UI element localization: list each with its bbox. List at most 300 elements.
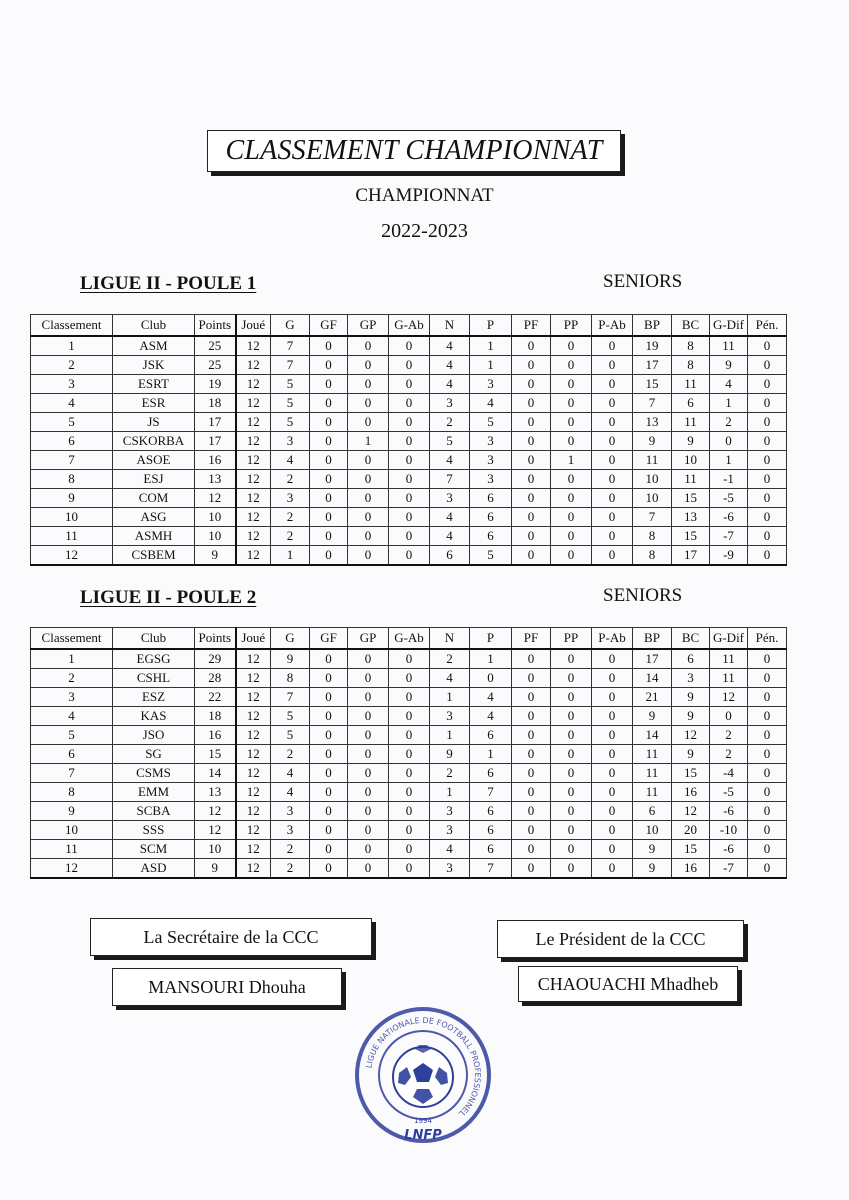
stat-cell: 12 [236, 669, 271, 688]
stat-cell: 0 [551, 707, 592, 726]
stat-cell: 0 [310, 707, 348, 726]
stat-cell: 13 [195, 783, 236, 802]
stat-cell: 0 [310, 508, 348, 527]
stat-cell: 12 [236, 413, 271, 432]
stat-cell: 0 [348, 375, 389, 394]
stat-cell: 13 [672, 508, 710, 527]
stat-cell: 4 [430, 508, 470, 527]
stat-cell: 15 [195, 745, 236, 764]
stat-cell: 0 [592, 669, 633, 688]
stat-cell: 8 [672, 336, 710, 356]
stat-cell: 0 [551, 489, 592, 508]
stat-cell: 5 [470, 413, 512, 432]
stat-cell: 0 [592, 508, 633, 527]
stat-cell: 0 [389, 451, 430, 470]
table-row [31, 669, 787, 688]
stamp-initials: LNFP [404, 1128, 442, 1143]
rank-cell: 9 [31, 802, 113, 821]
stat-cell: 0 [592, 413, 633, 432]
stat-cell: 0 [592, 745, 633, 764]
column-header: Club [113, 628, 195, 650]
stat-cell: 0 [310, 451, 348, 470]
poule-2-title: LIGUE II - POULE 2 [80, 587, 257, 608]
column-header: GP [348, 628, 389, 650]
stat-cell: 0 [512, 413, 551, 432]
stat-cell: 0 [348, 470, 389, 489]
stat-cell: 0 [389, 802, 430, 821]
column-header: Pén. [748, 628, 787, 650]
table-row [31, 413, 787, 432]
stat-cell: 3 [672, 669, 710, 688]
stat-cell: 4 [430, 840, 470, 859]
stat-cell: 12 [236, 394, 271, 413]
stat-cell: 4 [430, 375, 470, 394]
stat-cell: 15 [672, 489, 710, 508]
club-name-cell: ASMH [113, 527, 195, 546]
rank-cell: 11 [31, 840, 113, 859]
club-name-cell: CSBEM [113, 546, 195, 566]
stat-cell: 0 [512, 783, 551, 802]
stat-cell: 0 [348, 508, 389, 527]
stat-cell: 0 [512, 802, 551, 821]
stat-cell: 5 [470, 546, 512, 566]
stat-cell: 0 [389, 783, 430, 802]
stat-cell: 5 [271, 413, 310, 432]
stat-cell: 8 [633, 527, 672, 546]
president-name-box [518, 966, 738, 1002]
rank-cell: 11 [31, 527, 113, 546]
stat-cell: 0 [748, 508, 787, 527]
stat-cell: 3 [271, 489, 310, 508]
stat-cell: 0 [512, 546, 551, 566]
stat-cell: 7 [470, 783, 512, 802]
stat-cell: 6 [470, 764, 512, 783]
club-name-cell: ASG [113, 508, 195, 527]
stat-cell: 1 [710, 394, 748, 413]
stat-cell: 0 [389, 745, 430, 764]
rank-cell: 7 [31, 764, 113, 783]
stat-cell: 3 [271, 432, 310, 451]
table-row [31, 470, 787, 489]
stat-cell: 10 [195, 508, 236, 527]
stat-cell: 0 [310, 546, 348, 566]
club-name-cell: CSMS [113, 764, 195, 783]
stat-cell: 0 [748, 707, 787, 726]
stat-cell: 17 [633, 649, 672, 669]
stat-cell: 16 [672, 859, 710, 879]
stat-cell: 4 [430, 527, 470, 546]
stat-cell: 0 [512, 764, 551, 783]
stat-cell: -6 [710, 802, 748, 821]
stat-cell: 6 [672, 649, 710, 669]
stat-cell: 11 [633, 451, 672, 470]
stat-cell: 9 [672, 432, 710, 451]
stat-cell: 0 [748, 356, 787, 375]
stat-cell: 0 [310, 470, 348, 489]
secretary-role: La Secrétaire de la CCC [143, 926, 319, 947]
stat-cell: 0 [710, 432, 748, 451]
stat-cell: 3 [470, 451, 512, 470]
stat-cell: 25 [195, 356, 236, 375]
stat-cell: 6 [470, 508, 512, 527]
stat-cell: 6 [470, 821, 512, 840]
column-header: Joué [236, 315, 271, 337]
club-name-cell: ESJ [113, 470, 195, 489]
stat-cell: 0 [310, 688, 348, 707]
stat-cell: 0 [389, 707, 430, 726]
rank-cell: 5 [31, 726, 113, 745]
table-row [31, 688, 787, 707]
stat-cell: 0 [592, 451, 633, 470]
club-name-cell: CSKORBA [113, 432, 195, 451]
stat-cell: 12 [236, 764, 271, 783]
rank-cell: 3 [31, 688, 113, 707]
stat-cell: 0 [310, 489, 348, 508]
stat-cell: 4 [470, 707, 512, 726]
stat-cell: 1 [470, 336, 512, 356]
stat-cell: 0 [470, 669, 512, 688]
stat-cell: 1 [470, 649, 512, 669]
column-header: N [430, 315, 470, 337]
rank-cell: 9 [31, 489, 113, 508]
stat-cell: 0 [310, 859, 348, 879]
stat-cell: 15 [672, 840, 710, 859]
stat-cell: 0 [389, 470, 430, 489]
table-row [31, 375, 787, 394]
rank-cell: 3 [31, 375, 113, 394]
stat-cell: 0 [348, 764, 389, 783]
stat-cell: 0 [310, 821, 348, 840]
stat-cell: 1 [470, 356, 512, 375]
column-header: G [271, 628, 310, 650]
stat-cell: 8 [271, 669, 310, 688]
stat-cell: 11 [710, 336, 748, 356]
stat-cell: 12 [195, 821, 236, 840]
stat-cell: 12 [236, 336, 271, 356]
stat-cell: 10 [195, 527, 236, 546]
column-header: Points [195, 315, 236, 337]
stat-cell: 0 [592, 489, 633, 508]
stat-cell: 0 [348, 688, 389, 707]
stat-cell: 12 [236, 649, 271, 669]
club-name-cell: KAS [113, 707, 195, 726]
stat-cell: 0 [310, 783, 348, 802]
stat-cell: 1 [430, 726, 470, 745]
stat-cell: -9 [710, 546, 748, 566]
stat-cell: 10 [633, 489, 672, 508]
stat-cell: 0 [389, 688, 430, 707]
column-header: P-Ab [592, 628, 633, 650]
rank-cell: 6 [31, 745, 113, 764]
stat-cell: 0 [348, 707, 389, 726]
column-header: Classement [31, 315, 113, 337]
stat-cell: 0 [512, 859, 551, 879]
stat-cell: 0 [592, 859, 633, 879]
column-header: Points [195, 628, 236, 650]
stat-cell: 0 [551, 726, 592, 745]
stat-cell: 1 [271, 546, 310, 566]
stat-cell: -6 [710, 840, 748, 859]
stat-cell: 0 [748, 489, 787, 508]
stat-cell: 0 [512, 726, 551, 745]
stat-cell: 0 [551, 527, 592, 546]
stat-cell: 0 [748, 432, 787, 451]
stat-cell: 11 [710, 669, 748, 688]
column-header: GF [310, 628, 348, 650]
stat-cell: 0 [592, 688, 633, 707]
table-row [31, 745, 787, 764]
stat-cell: 0 [389, 859, 430, 879]
stat-cell: 0 [389, 356, 430, 375]
stat-cell: 1 [430, 783, 470, 802]
column-header: PP [551, 315, 592, 337]
stat-cell: 12 [236, 432, 271, 451]
rank-cell: 7 [31, 451, 113, 470]
stat-cell: 5 [271, 707, 310, 726]
stat-cell: 9 [633, 840, 672, 859]
stat-cell: 0 [551, 470, 592, 489]
stat-cell: 6 [470, 726, 512, 745]
table-row [31, 451, 787, 470]
rank-cell: 12 [31, 546, 113, 566]
stat-cell: 0 [512, 745, 551, 764]
stat-cell: 6 [633, 802, 672, 821]
stat-cell: 0 [389, 649, 430, 669]
stat-cell: 0 [748, 688, 787, 707]
stat-cell: 4 [430, 669, 470, 688]
stat-cell: 7 [633, 508, 672, 527]
stat-cell: 0 [512, 840, 551, 859]
stat-cell: 0 [310, 336, 348, 356]
stat-cell: 0 [748, 375, 787, 394]
stat-cell: 9 [271, 649, 310, 669]
stat-cell: 0 [389, 489, 430, 508]
rank-cell: 1 [31, 649, 113, 669]
stat-cell: 0 [348, 783, 389, 802]
table-row [31, 336, 787, 356]
stat-cell: 12 [236, 451, 271, 470]
championship-label: CHAMPIONNAT [355, 185, 494, 206]
table-row [31, 508, 787, 527]
stat-cell: 0 [310, 413, 348, 432]
stat-cell: 0 [348, 802, 389, 821]
column-header: GF [310, 315, 348, 337]
stat-cell: 11 [633, 764, 672, 783]
stat-cell: 21 [633, 688, 672, 707]
column-header: PF [512, 628, 551, 650]
stat-cell: 0 [592, 707, 633, 726]
table-row [31, 802, 787, 821]
stat-cell: 7 [271, 336, 310, 356]
stat-cell: 16 [195, 726, 236, 745]
stat-cell: 0 [592, 546, 633, 566]
stat-cell: 0 [348, 489, 389, 508]
column-header: BP [633, 315, 672, 337]
stat-cell: 16 [672, 783, 710, 802]
stat-cell: 0 [310, 356, 348, 375]
stat-cell: 0 [512, 451, 551, 470]
stat-cell: 4 [271, 451, 310, 470]
column-header: P [470, 628, 512, 650]
stat-cell: 0 [512, 432, 551, 451]
stat-cell: 0 [512, 688, 551, 707]
stat-cell: 0 [748, 802, 787, 821]
stat-cell: 0 [551, 649, 592, 669]
stat-cell: 0 [748, 726, 787, 745]
club-name-cell: EGSG [113, 649, 195, 669]
stat-cell: 0 [389, 375, 430, 394]
stat-cell: -10 [710, 821, 748, 840]
stat-cell: 14 [633, 726, 672, 745]
stat-cell: 0 [710, 707, 748, 726]
stat-cell: 11 [633, 745, 672, 764]
club-name-cell: SG [113, 745, 195, 764]
stat-cell: -7 [710, 527, 748, 546]
stat-cell: 3 [430, 821, 470, 840]
stat-cell: 6 [470, 527, 512, 546]
stat-cell: -5 [710, 783, 748, 802]
stat-cell: 1 [348, 432, 389, 451]
stat-cell: 0 [748, 669, 787, 688]
stat-cell: 7 [271, 356, 310, 375]
stat-cell: 0 [592, 394, 633, 413]
column-header: BC [672, 628, 710, 650]
stat-cell: 2 [271, 470, 310, 489]
stat-cell: 0 [592, 432, 633, 451]
stat-cell: 11 [672, 470, 710, 489]
stat-cell: 1 [430, 688, 470, 707]
table-row [31, 764, 787, 783]
stat-cell: 11 [710, 649, 748, 669]
secretary-role-box [90, 918, 372, 956]
table-row [31, 546, 787, 566]
stat-cell: -7 [710, 859, 748, 879]
stat-cell: 0 [389, 527, 430, 546]
stat-cell: -1 [710, 470, 748, 489]
stat-cell: 9 [672, 707, 710, 726]
stat-cell: 0 [551, 394, 592, 413]
club-name-cell: EMM [113, 783, 195, 802]
stat-cell: 0 [551, 802, 592, 821]
stat-cell: 4 [430, 336, 470, 356]
stat-cell: 3 [430, 707, 470, 726]
stat-cell: 0 [592, 802, 633, 821]
stat-cell: 12 [195, 489, 236, 508]
stat-cell: 2 [710, 413, 748, 432]
stat-cell: 5 [271, 375, 310, 394]
stat-cell: 18 [195, 394, 236, 413]
stat-cell: 12 [236, 508, 271, 527]
stat-cell: 11 [672, 413, 710, 432]
stat-cell: 0 [389, 546, 430, 566]
column-header: BP [633, 628, 672, 650]
stat-cell: 2 [271, 527, 310, 546]
stat-cell: 0 [592, 821, 633, 840]
stat-cell: 12 [710, 688, 748, 707]
stat-cell: 0 [512, 356, 551, 375]
stat-cell: 29 [195, 649, 236, 669]
stat-cell: 6 [430, 546, 470, 566]
stat-cell: 0 [310, 802, 348, 821]
stat-cell: 4 [430, 356, 470, 375]
stat-cell: 0 [348, 336, 389, 356]
stat-cell: 9 [633, 432, 672, 451]
stat-cell: 4 [470, 688, 512, 707]
stat-cell: 0 [389, 840, 430, 859]
rank-cell: 2 [31, 669, 113, 688]
column-header: P-Ab [592, 315, 633, 337]
stat-cell: 0 [592, 783, 633, 802]
stat-cell: 0 [551, 821, 592, 840]
stat-cell: 0 [512, 489, 551, 508]
stat-cell: -5 [710, 489, 748, 508]
club-name-cell: JSO [113, 726, 195, 745]
season-label: 2022-2023 [381, 220, 468, 242]
stat-cell: 0 [389, 821, 430, 840]
stat-cell: 0 [310, 726, 348, 745]
stat-cell: 12 [236, 840, 271, 859]
stat-cell: 3 [430, 859, 470, 879]
stat-cell: 0 [748, 413, 787, 432]
stat-cell: 9 [672, 745, 710, 764]
rank-cell: 4 [31, 707, 113, 726]
stat-cell: 2 [271, 745, 310, 764]
stamp-year: 1994 [414, 1117, 432, 1125]
stat-cell: 0 [551, 375, 592, 394]
stat-cell: 0 [551, 688, 592, 707]
stat-cell: 22 [195, 688, 236, 707]
column-header: BC [672, 315, 710, 337]
stat-cell: 0 [348, 840, 389, 859]
stat-cell: 0 [512, 375, 551, 394]
stat-cell: 11 [672, 375, 710, 394]
soccer-ball-icon [393, 1045, 453, 1107]
stat-cell: 15 [633, 375, 672, 394]
stat-cell: 0 [512, 336, 551, 356]
stat-cell: 0 [348, 394, 389, 413]
stat-cell: 15 [672, 527, 710, 546]
stat-cell: 4 [430, 451, 470, 470]
stat-cell: 0 [512, 707, 551, 726]
club-name-cell: ESZ [113, 688, 195, 707]
stat-cell: 0 [310, 432, 348, 451]
stat-cell: 9 [633, 859, 672, 879]
stat-cell: 12 [236, 726, 271, 745]
stat-cell: 0 [592, 336, 633, 356]
stat-cell: 0 [551, 508, 592, 527]
stat-cell: 0 [748, 527, 787, 546]
stat-cell: 12 [672, 726, 710, 745]
table-row [31, 707, 787, 726]
column-header: GP [348, 315, 389, 337]
table-row [31, 783, 787, 802]
secretary-name: MANSOURI Dhouha [148, 976, 306, 997]
stat-cell: 0 [551, 783, 592, 802]
stat-cell: 0 [592, 375, 633, 394]
stat-cell: 4 [271, 783, 310, 802]
stat-cell: 4 [710, 375, 748, 394]
rank-cell: 6 [31, 432, 113, 451]
stat-cell: 13 [195, 470, 236, 489]
stat-cell: 0 [592, 470, 633, 489]
stat-cell: 0 [512, 527, 551, 546]
stat-cell: 12 [236, 489, 271, 508]
column-header: P [470, 315, 512, 337]
stat-cell: 11 [633, 783, 672, 802]
stat-cell: 8 [633, 546, 672, 566]
column-header: G-Ab [389, 628, 430, 650]
poule-1-standings-table [30, 314, 787, 566]
